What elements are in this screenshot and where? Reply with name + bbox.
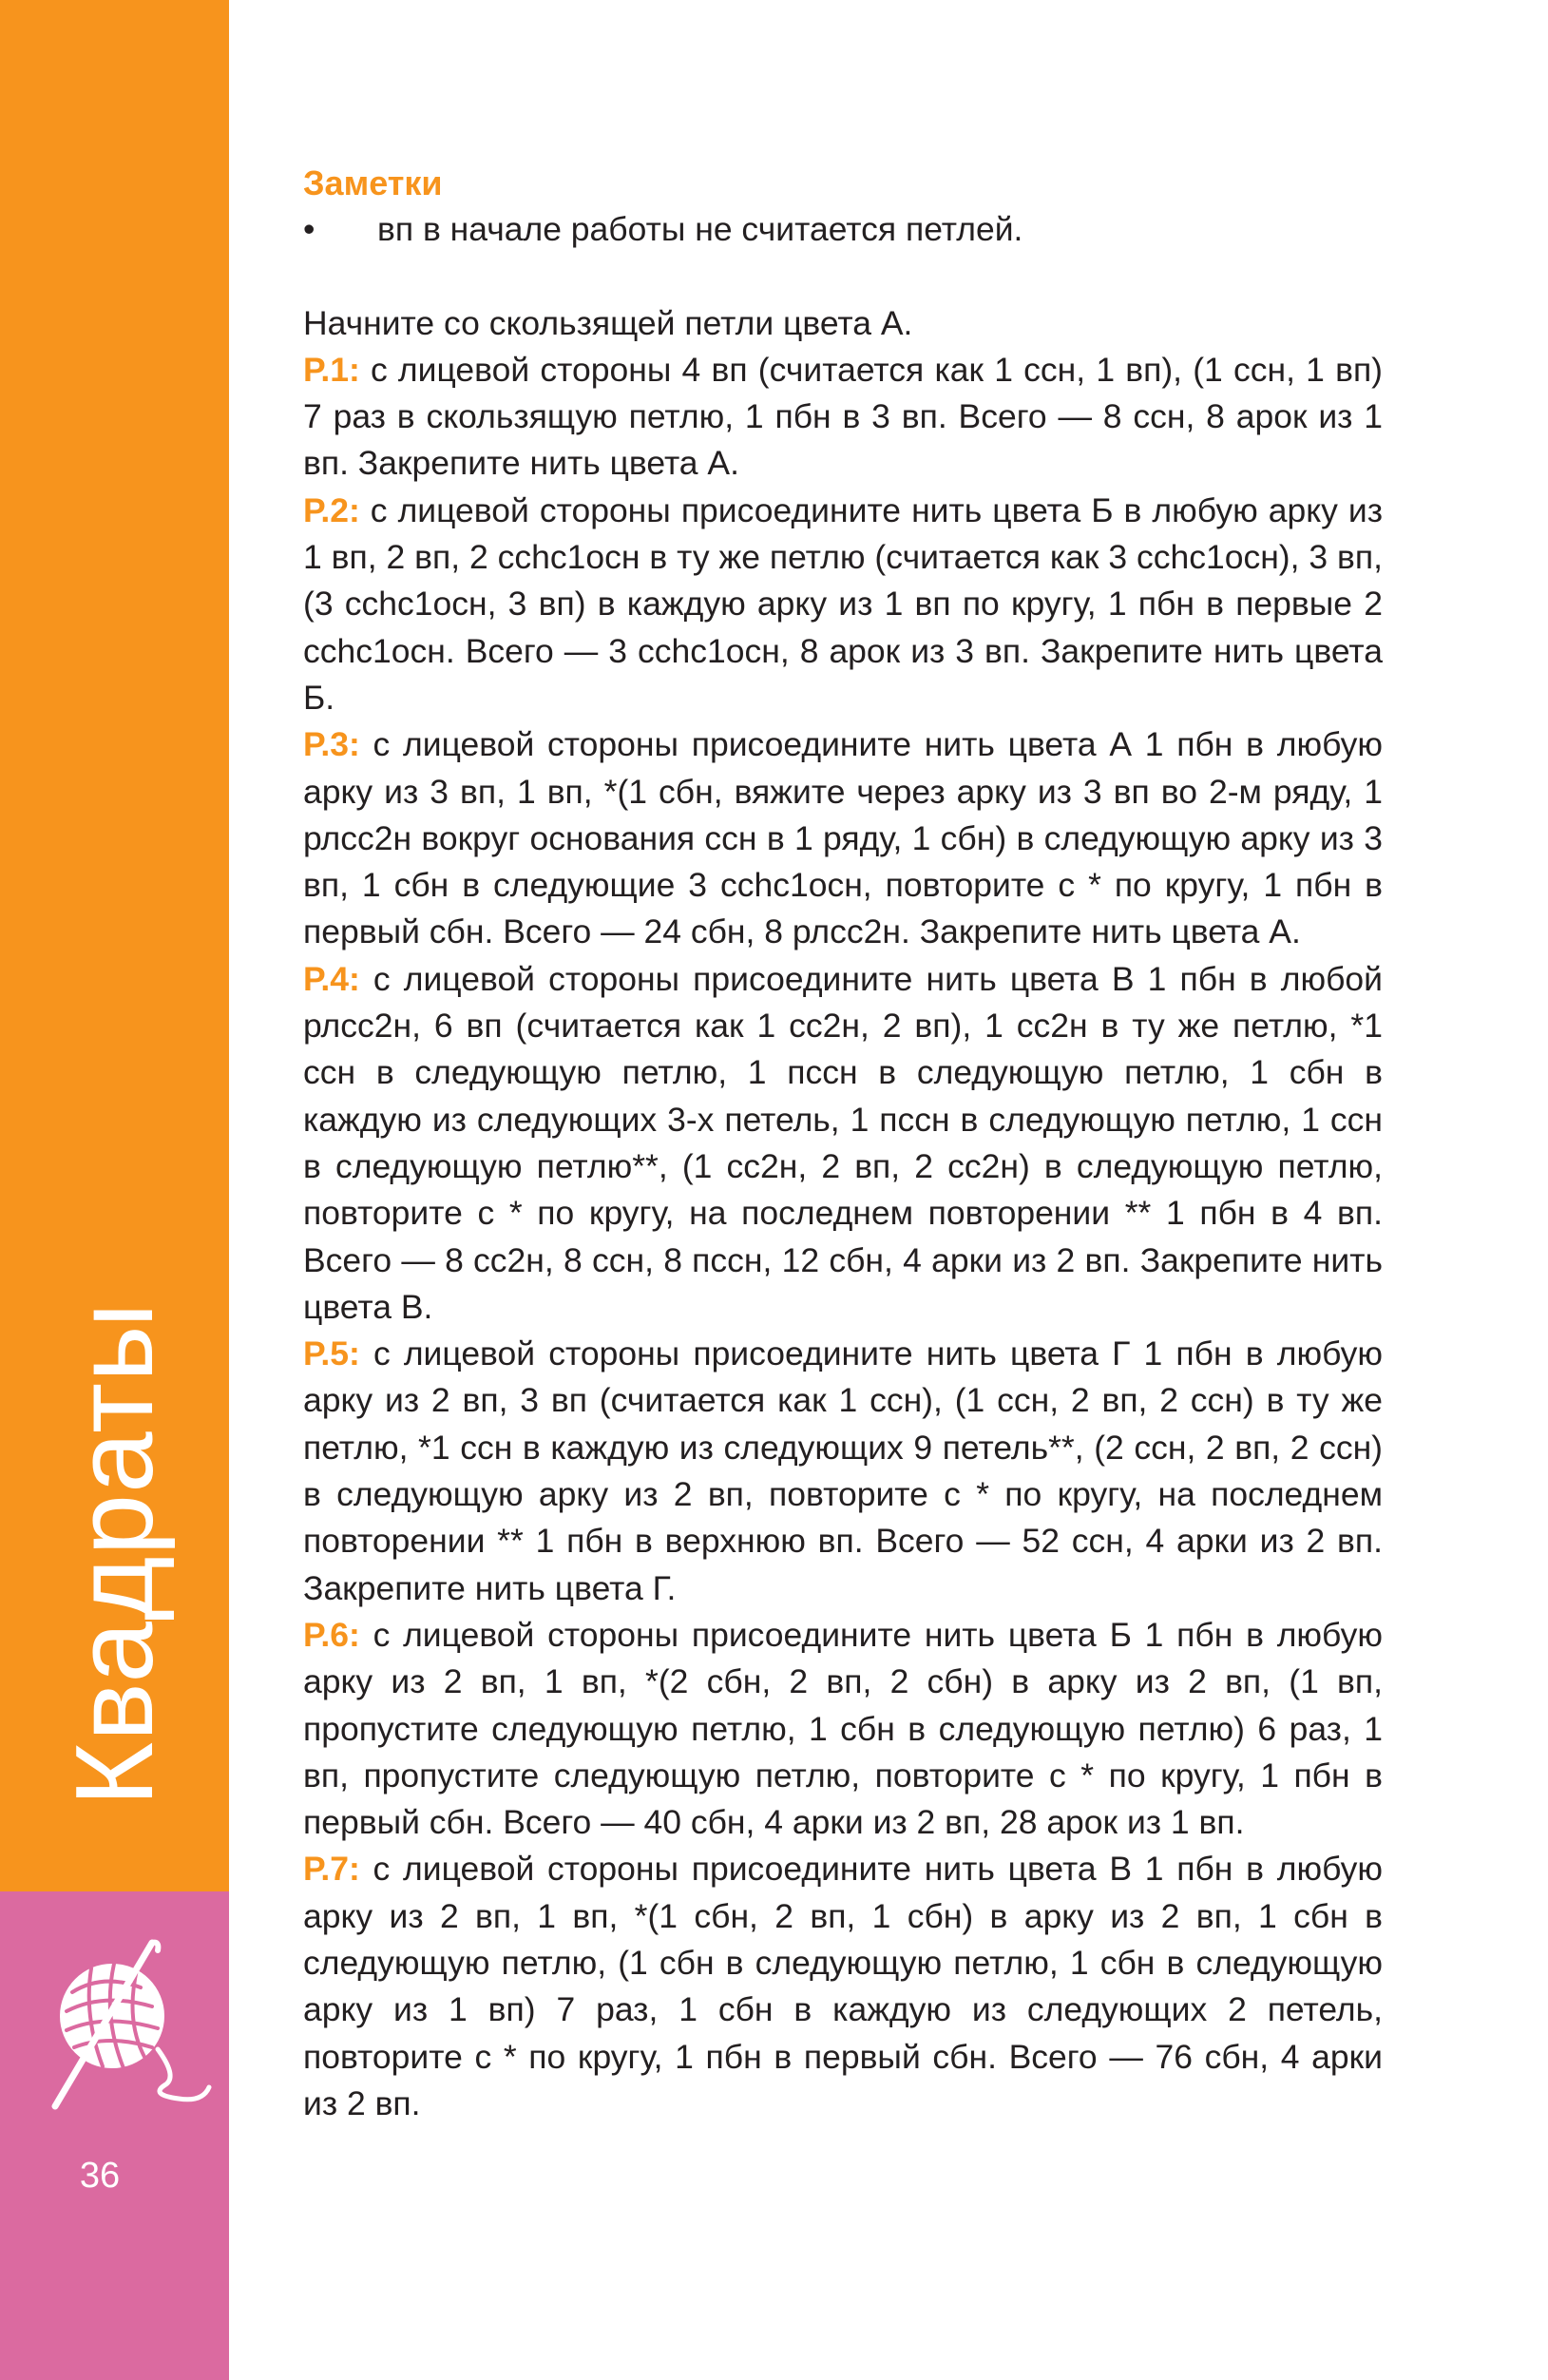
intro-text: Начните со скользящей петли цвета А. bbox=[303, 303, 913, 342]
row-4 bbox=[303, 956, 1383, 1331]
row-5 bbox=[303, 1331, 1383, 1612]
section-title: Квадраты bbox=[52, 1301, 176, 1807]
row-6 bbox=[303, 1612, 1383, 1846]
row-2 bbox=[303, 488, 1383, 721]
bullet-icon: • bbox=[303, 210, 315, 249]
notes-heading: Заметки bbox=[303, 163, 443, 202]
note-text: вп в начале работы не считается петлей. bbox=[377, 210, 1023, 249]
row-text: с лицевой стороны 4 вп (считается как 1 ссн, 1 вп), (1 ссн, 1 вп) 7 раз в скользящую петлю, 1 пбн в 3 вп. Всего — 8 ссн, 8 арок из 1 вп. Закрепите нить цвета А. bbox=[303, 350, 1383, 483]
row-label: Р.3: bbox=[303, 725, 360, 764]
row-text: с лицевой стороны присоедините нить цвета А 1 пбн в любую арку из 3 вп, 1 вп, *(1 сбн, вяжите через арку из 3 вп во 2-м ряду, 1 рлсс2н вокруг основания ссн в 1 ряду, 1 сбн) в следующую арку из 3 вп, 1 сбн в следующие 3 ссhc1осн, повторите с * по кругу, 1 пбн в первый сбн. Всего — 24 сбн, 8 рлсс2н. Закрепите нить цвета А. bbox=[303, 725, 1383, 951]
row-text: с лицевой стороны присоедините нить цвета Г 1 пбн в любую арку из 2 вп, 3 вп (считается как 1 ссн), (1 ссн, 2 вп, 2 ссн) в ту же петлю, *1 ссн в каждую из следующих 9 петель**, (2 ссн, 2 вп, 2 ссн) в следующую арку из 2 вп, повторите с * по кругу, на последнем повторении ** 1 пбн в верхнюю вп. Всего — 52 ссн, 4 арки из 2 вп. Закрепите нить цвета Г. bbox=[303, 1334, 1383, 1607]
pattern-content bbox=[303, 160, 1383, 2127]
page-number: 36 bbox=[79, 2156, 121, 2196]
row-label: Р.5: bbox=[303, 1334, 360, 1373]
row-text: с лицевой стороны присоедините нить цвета В 1 пбн в любой рлсс2н, 6 вп (считается как 1 сс2н, 2 вп), 1 сс2н в ту же петлю, *1 ссн в следующую петлю, 1 пссн в следующую петлю, 1 сбн в каждую из следующих 3-х петель, 1 пссн в следующую петлю, 1 ссн в следующую петлю**, (1 сс2н, 2 вп, 2 сс2н) в следующую петлю, повторите с * по кругу, на последнем повторении ** 1 пбн в 4 вп. Всего — 8 сс2н, 8 ссн, 8 пссн, 12 сбн, 4 арки из 2 вп. Закрепите нить цвета В. bbox=[303, 959, 1383, 1326]
yarn-ball-with-hook-icon bbox=[46, 1935, 217, 2116]
row-text: с лицевой стороны присоедините нить цвета Б в любую арку из 1 вп, 2 вп, 2 ссhc1осн в ту же петлю (считается как 3 ссhc1осн), 3 вп, (3 ссhc1осн, 3 вп) в каждую арку из 1 вп по кругу, 1 пбн в первые 2 ссhc1осн. Всего — 3 ссhc1осн, 8 арок из 3 вп. Закрепите нить цвета Б. bbox=[303, 490, 1383, 717]
row-label: Р.2: bbox=[303, 490, 360, 529]
row-label: Р.4: bbox=[303, 959, 360, 998]
row-1 bbox=[303, 347, 1383, 488]
row-text: с лицевой стороны присоедините нить цвета Б 1 пбн в любую арку из 2 вп, 1 вп, *(2 сбн, 2 вп, 2 сбн) в арку из 2 вп, (1 вп, пропустите следующую петлю, 1 сбн в следующую петлю) 6 раз, 1 вп, пропустите следующую петлю, повторите с * по кругу, 1 пбн в первый сбн. Всего — 40 сбн, 4 арки из 2 вп, 28 арок из 1 вп. bbox=[303, 1615, 1383, 1842]
row-label: Р.1: bbox=[303, 350, 360, 389]
row-7 bbox=[303, 1846, 1383, 2127]
row-text: с лицевой стороны присоедините нить цвета В 1 пбн в любую арку из 2 вп, 1 вп, *(1 сбн, 2 вп, 1 сбн) в арку из 2 вп, 1 сбн в следующую петлю, (1 сбн в следующую петлю, 1 сбн в следующую арку из 1 вп) 7 раз, 1 сбн в каждую из следующих 2 петель, повторите с * по кругу, 1 пбн в первый сбн. Всего — 76 сбн, 4 арки из 2 вп. bbox=[303, 1850, 1383, 2122]
row-label: Р.7: bbox=[303, 1850, 360, 1889]
notes-list-item bbox=[303, 206, 1383, 253]
row-3 bbox=[303, 721, 1383, 955]
row-label: Р.6: bbox=[303, 1615, 360, 1654]
